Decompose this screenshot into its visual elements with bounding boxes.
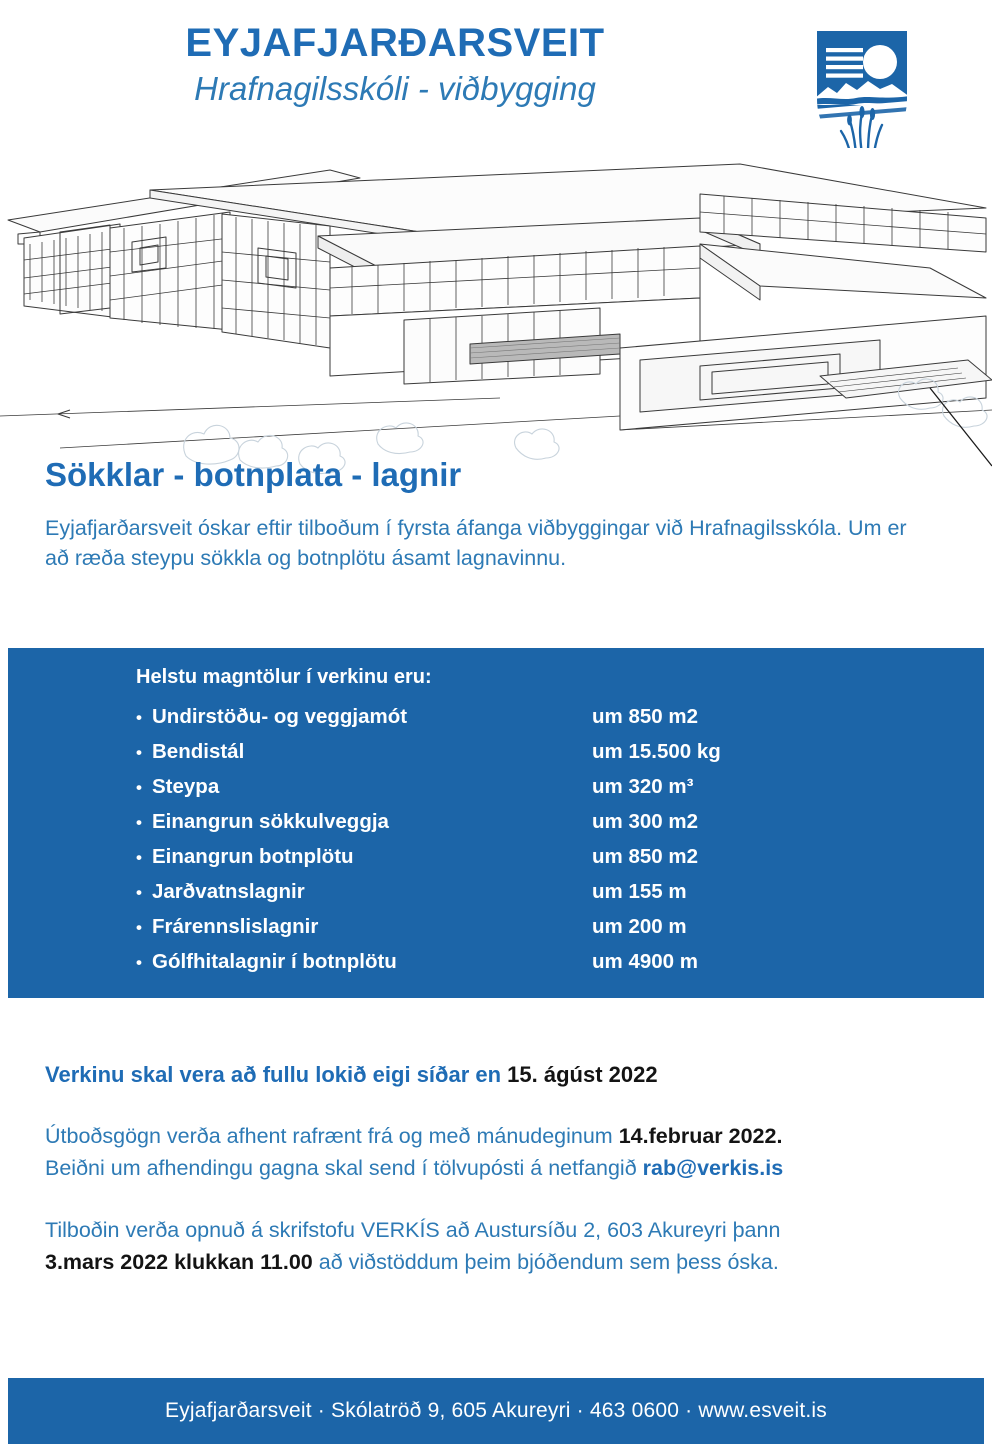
page-title: Sökklar - botnplata - lagnir bbox=[45, 456, 462, 493]
list-item-label: Einangrun sökkulveggja bbox=[152, 810, 389, 833]
list-item-label: Bendistál bbox=[152, 740, 245, 763]
request-prefix: Beiðni um afhendingu gagna skal send í tölvupósti á netfangið bbox=[45, 1155, 643, 1180]
list-item-value: um 200 m bbox=[592, 915, 687, 938]
documents-prefix: Útboðsgögn verða afhent rafrænt frá og með mánudeginum bbox=[45, 1123, 619, 1148]
list-item-value: um 320 m³ bbox=[592, 775, 694, 798]
list-item-label: Steypa bbox=[152, 775, 220, 798]
bullet-icon: • bbox=[136, 743, 142, 762]
building-rendering-image bbox=[0, 148, 992, 478]
list-item bbox=[136, 915, 836, 950]
details-section bbox=[45, 1060, 950, 1309]
bullet-icon: • bbox=[136, 918, 142, 937]
bullet-icon: • bbox=[136, 883, 142, 902]
list-item bbox=[136, 810, 836, 845]
list-item-value: um 155 m bbox=[592, 880, 687, 903]
list-item-label: Einangrun botnplötu bbox=[152, 845, 354, 868]
bullet-icon: • bbox=[136, 813, 142, 832]
list-item bbox=[136, 845, 836, 880]
list-item-value: um 850 m2 bbox=[592, 845, 698, 868]
header-titles bbox=[0, 22, 790, 108]
list-item-value: um 850 m2 bbox=[592, 705, 698, 728]
completion-deadline bbox=[45, 1060, 950, 1090]
project-name: Hrafnagilsskóli - viðbygging bbox=[194, 70, 596, 107]
documents-date: 14.februar 2022. bbox=[618, 1123, 783, 1148]
list-item-label: Jarðvatnslagnir bbox=[152, 880, 305, 903]
page-footer bbox=[8, 1378, 984, 1444]
bullet-icon: • bbox=[136, 848, 142, 867]
list-item-label: Frárennslislagnir bbox=[152, 915, 319, 938]
list-item bbox=[136, 775, 836, 810]
completion-deadline-date: 15. ágúst 2022 bbox=[507, 1062, 658, 1087]
bullet-icon: • bbox=[136, 708, 142, 727]
page-header bbox=[0, 0, 992, 160]
footer-contact-text: Eyjafjarðarsveit · Skólatröð 9, 605 Akureyri · 463 0600 · www.esveit.is bbox=[165, 1399, 827, 1422]
opening-prefix: Tilboðin verða opnuð á skrifstofu VERKÍS að Austursíðu 2, 603 Akureyri þann bbox=[45, 1218, 781, 1243]
quantities-panel bbox=[8, 648, 984, 998]
list-item bbox=[136, 740, 836, 775]
list-item-label: Undirstöðu- og veggjamót bbox=[152, 705, 408, 728]
contact-email[interactable]: rab@verkis.is bbox=[642, 1155, 784, 1180]
bid-opening-paragraph bbox=[45, 1214, 950, 1279]
document-delivery-paragraph bbox=[45, 1120, 950, 1185]
quantities-list bbox=[136, 705, 836, 985]
list-item-value: um 300 m2 bbox=[592, 810, 698, 833]
list-item bbox=[136, 950, 836, 985]
intro-section bbox=[45, 455, 945, 574]
list-item-label: Gólfhitalagnir í botnplötu bbox=[152, 950, 397, 973]
bullet-icon: • bbox=[136, 778, 142, 797]
list-item-value: um 4900 m bbox=[592, 950, 698, 973]
completion-deadline-prefix: Verkinu skal vera að fullu lokið eigi síðar en bbox=[45, 1062, 508, 1087]
list-item bbox=[136, 880, 836, 915]
list-item bbox=[136, 705, 836, 740]
coat-of-arms-icon bbox=[812, 27, 912, 159]
organization-name: EYJAFJARÐARSVEIT bbox=[185, 21, 605, 65]
opening-datetime: 3.mars 2022 klukkan 11.00 bbox=[45, 1250, 313, 1275]
opening-suffix: að viðstöddum þeim bjóðendum sem þess óska. bbox=[312, 1250, 779, 1275]
bullet-icon: • bbox=[136, 953, 142, 972]
quantities-heading: Helstu magntölur í verkinu eru: bbox=[136, 666, 432, 688]
list-item-value: um 15.500 kg bbox=[592, 740, 721, 763]
intro-description: Eyjafjarðarsveit óskar eftir tilboðum í fyrsta áfanga viðbyggingar við Hrafnagilsskóla. Um er að ræða steypu sökkla og botnplötu ásamt lagnavinnu. bbox=[45, 515, 907, 571]
